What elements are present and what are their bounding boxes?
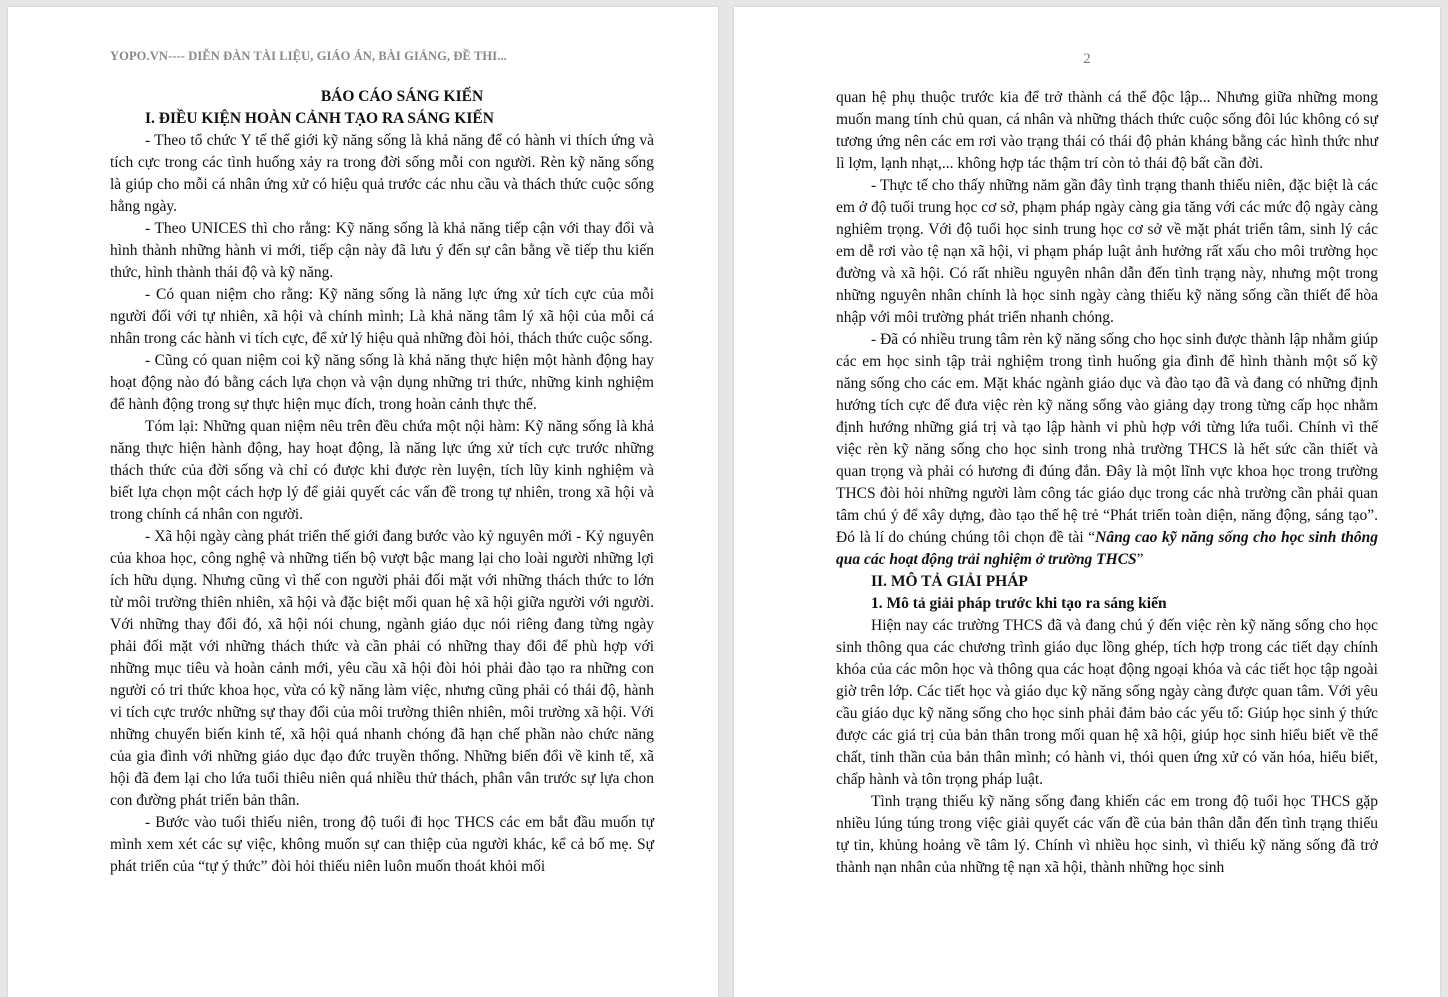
body-paragraph: - Theo tổ chức Y tế thế giới kỹ năng sống là khả năng để có hành vi thích ứng và tích cực trong các tình huống xảy ra trong đời sống mỗi con người. Rèn kỹ năng sống là giúp cho mỗi cá nhân ứng xử có hiệu quả trước các nhu cầu và thách thức cuộc sống hằng ngày.	[110, 132, 654, 215]
topic-title: Nâng cao kỹ năng sống cho học sinh thông qua các hoạt động trải nghiệm ở trường THCS	[836, 529, 1378, 568]
body-paragraph: - Xã hội ngày càng phát triển thế giới đang bước vào kỷ nguyên mới - Kỷ nguyên của khoa học, công nghệ và những tiến bộ vượt bậc mang lại cho loài người những lợi ích hữu dụng. Nhưng cũng vì thế con người phải đối mặt với những thách thức to lớn từ môi trường thiên nhiên, xã hội và đặc biệt mối quan hệ xã hội giữa người với người. Với những thay đổi đó, xã hội nói chung, ngành giáo dục nói riêng đang từng ngày phải đối mặt với những thách thức và cần phải có những thay đổi để phù hợp với những mục tiêu và hoàn cảnh mới, yêu cầu xã hội đòi hỏi phải đào tạo ra những con người có tri thức khoa học, vừa có kỹ năng làm việc, nhưng cũng phải có thái độ, hành vi tích cực trước những sự thay đổi của môi trường thiên nhiên, môi trường xã hội. Với những chuyển biến kinh tế, xã hội quá nhanh chóng đã hạn chế phần nào chức năng của gia đình với những giáo dục đạo đức truyền thống. Những biến đổi về kinh tế, xã hội đã đem lại cho lứa tuổi thiêu niên quá nhiều thử thách, phân vân trước sự lựa chon con đường phát triển bản thân.	[110, 528, 654, 809]
page-header: YOPO.VN---- DIỄN ĐÀN TÀI LIỆU, GIÁO ÁN, BÀI GIẢNG, ĐỀ THI...	[110, 49, 507, 63]
body-paragraph: - Cũng có quan niệm coi kỹ năng sống là khả năng thực hiện một hành động hay hoạt động nào đó bằng cách lựa chọn và vận dụng những tri thức, những kinh nghiệm để hành động trong sự thực hiện mục đích, trong hoàn cảnh thực thế.	[110, 352, 654, 413]
subsection-heading-1: 1. Mô tả giải pháp trước khi tạo ra sáng kiến	[871, 595, 1167, 612]
body-paragraph-continued: quan hệ phụ thuộc trước kia để trở thành cá thể độc lập... Nhưng giữa những mong muốn mang tính chủ quan, cá nhân và những thách thức cuộc sống đôi lúc không có sự tương ứng nên các em rơi vào trạng thái có thái độ phản kháng bằng các hình thức như lì lợm, lạnh nhạt,... không hợp tác thậm trí còn tỏ thái độ bất cần đời.	[836, 89, 1378, 172]
section-heading-2: II. MÔ TẢ GIẢI PHÁP	[871, 573, 1028, 590]
body-paragraph: - Thực tế cho thấy những năm gần đây tình trạng thanh thiếu niên, đặc biệt là các em ở độ tuổi trung học cơ sở, phạm pháp ngày càng gia tăng với các mức độ ngày càng nghiêm trọng. Với độ tuổi học sinh trung học cơ sở về mặt phát triển tâm, sinh lý các em dễ rơi vào tệ nạn xã hội, vi phạm pháp luật ảnh hưởng rất xấu cho môi trường học đường và xã hội. Có rất nhiều nguyên nhân dẫn đến tình trạng này, nhưng một trong những nguyên nhân chính là học sinh ngày càng thiếu kỹ năng sống cần thiết để hòa nhập với môi trường phát triển nhanh chóng.	[836, 177, 1378, 326]
body-paragraph: Tóm lại: Những quan niệm nêu trên đều chứa một nội hàm: Kỹ năng sống là khả năng thực hiện hành động, hay hoạt động, là năng lực ứng xử tích cực trước những thách thức của đời sống và chỉ có được khi được rèn luyện, tích lũy kinh nghiệm và biết lựa chọn một cách hợp lý để giải quyết các vấn đề trong tự nhiên, trong xã hội và trong chính cá nhân con người.	[110, 418, 654, 523]
report-title: BÁO CÁO SÁNG KIẾN	[320, 88, 484, 105]
body-paragraph	[836, 329, 1378, 571]
page-number: 2	[1083, 51, 1091, 67]
document-page-1	[8, 7, 718, 997]
body-paragraph: - Theo UNICES thì cho rằng: Kỹ năng sống là khả năng tiếp cận với thay đổi và hình thành những hành vi mới, tiếp cận này đã lưu ý đến sự cân bằng về tiếp thu kiến thức, hình thành thái độ và kỹ năng.	[110, 220, 654, 281]
paragraph-text: - Đã có nhiều trung tâm rèn kỹ năng sống cho học sinh được thành lập nhằm giúp các em học sinh tập trải nghiệm trong tình huống gia đình để hình thành một số kỹ năng sống cho các em. Mặt khác ngành giáo dục và đào tạo đã và đang có những định hướng tích cực để đưa việc rèn kỹ năng sống vào giảng dạy trong từng cấp học nhằm định hướng những giá trị và tạo lập hành vi phù hợp với từng lứa tuổi. Chính vì thế việc rèn kỹ năng sống cho học sinh trong nhà trường THCS là hết sức cần thiết và quan trọng và phải có hương đi đúng đắn. Đây là một lĩnh vực khoa học trong trường THCS đòi hỏi những người làm công tác giáo dục trong các nhà trường cần phải quan tâm chú ý để xây dựng, đào tạo thế hệ trẻ “Phát triển toàn diện, năng động, sáng tạo”. Đó là lí do chúng chúng tôi chọn đề tài “	[836, 331, 1378, 546]
body-paragraph: Hiện nay các trường THCS đã và đang chú ý đến việc rèn kỹ năng sống cho học sinh thông qua các chương trình giáo dục lồng ghép, tích hợp trong các tiết dạy chính khóa của các môn học và thông qua các hoạt động ngoại khóa và các tiết học tập ngoài giờ trên lớp. Các tiết học và giáo dục kỹ năng sống ngày càng được quan tâm. Với yêu cầu giáo dục kỹ năng sống cho học sinh phải đảm bảo các yếu tố: Giúp học sinh ý thức được các giá trị của bản thân trong mối quan hệ xã hội, giúp học sinh hiểu biết về thể chất, tinh thần của bản thân mình; có hành vi, thói quen ứng xử có văn hóa, hiểu biết, chấp hành và tôn trọng pháp luật.	[836, 617, 1378, 788]
page-2-content	[836, 87, 1378, 879]
closing-quote: ”	[1136, 551, 1144, 568]
page-1-content	[110, 86, 654, 878]
document-page-2	[734, 7, 1440, 997]
body-paragraph: Tình trạng thiếu kỹ năng sống đang khiến các em trong độ tuổi học THCS gặp nhiều lúng túng trong việc giải quyết các vấn đề của bản thân dẫn đến tình trạng thiếu tự tin, khủng hoảng về tâm lý. Chính vì nhiều học sinh, vì thiếu kỹ năng sống đã trở thành nạn nhân của những tệ nạn xã hội, thành những học sinh	[836, 793, 1378, 876]
body-paragraph: - Có quan niệm cho rằng: Kỹ năng sống là năng lực ứng xử tích cực của mỗi người đối với tự nhiên, xã hội và chính mình; Là khả năng tâm lý xã hội của mỗi cá nhân trong các hành vi tích cực, để xử lý hiệu quả những đòi hỏi, thách thức cuộc sống.	[110, 286, 654, 347]
body-paragraph: - Bước vào tuổi thiếu niên, trong độ tuổi đi học THCS các em bắt đầu muốn tự mình xem xét các sự việc, không muốn sự can thiệp của người khác, kể cả bố mẹ. Sự phát triển của “tự ý thức” đòi hỏi thiếu niên luôn muốn thoát khỏi mối	[110, 814, 654, 875]
section-heading-1: I. ĐIỀU KIỆN HOÀN CẢNH TẠO RA SÁNG KIẾN	[145, 110, 494, 127]
